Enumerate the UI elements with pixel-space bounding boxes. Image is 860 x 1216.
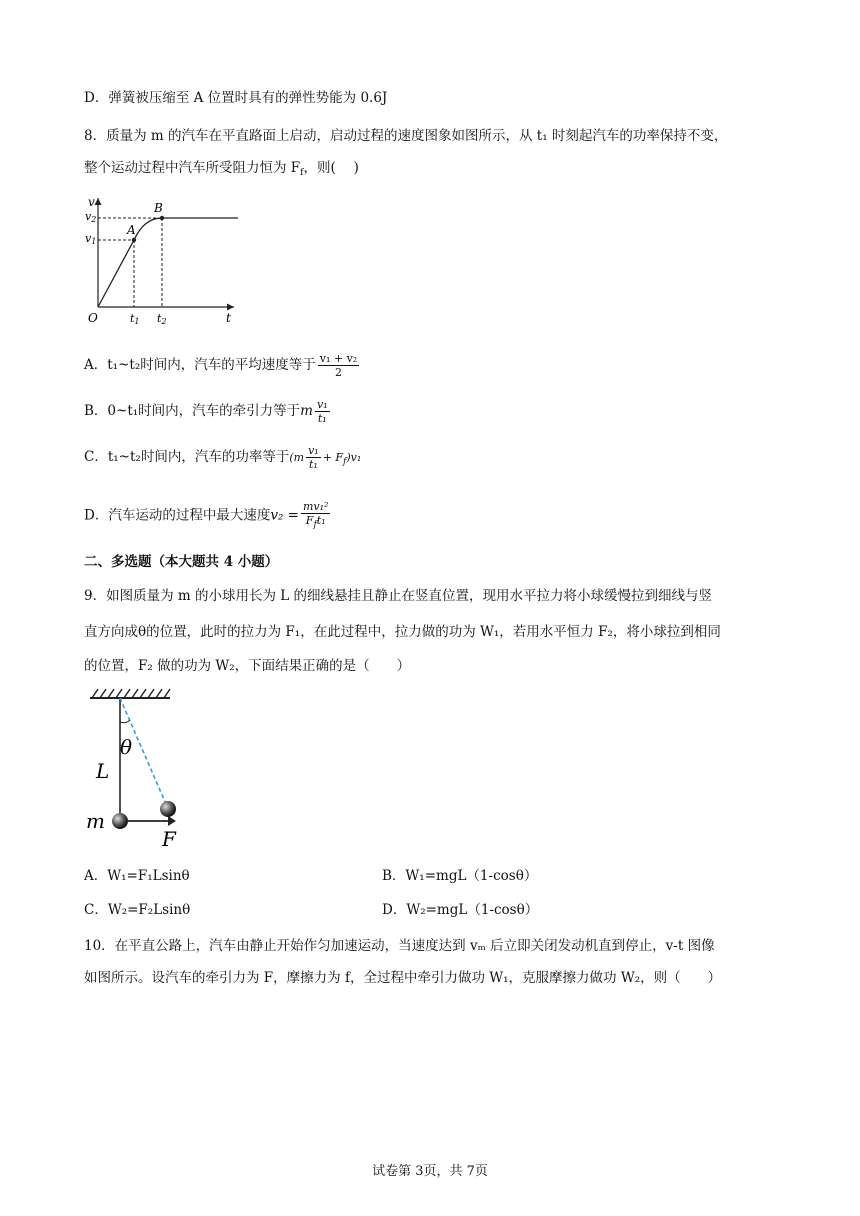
q9-option-a: A．W₁=F₁Lsinθ <box>84 868 190 884</box>
q8-option-c: C．t₁~t₂时间内，汽车的功率等于(m $\frac{\text{v₁}}{\text{t₁}}$ + $F_f)v_1$ <box>84 444 362 471</box>
q10-stem-line2: 如图所示。设汽车的牵引力为 F，摩擦力为 f，全过程中牵引力做功 W₁，克服摩擦力做功 W₂，则（ ） <box>84 970 722 986</box>
q8-stem-line2: 整个运动过程中汽车所受阻力恒为 $F_f$，则( ) <box>84 160 359 178</box>
label-b: B <box>154 201 163 215</box>
ball-displaced <box>160 801 176 817</box>
angle-arc <box>120 720 130 723</box>
q9-option-b: B．W₁=mgL（1-cosθ） <box>382 868 538 884</box>
page-footer: 试卷第 3页，共 7页 <box>372 1164 488 1179</box>
svg-text:t1: t1 <box>130 312 140 326</box>
q8-option-b: B．0~t₁时间内，汽车的牵引力等于m $\frac{\text{v₁}}{\text{t₁}}$ <box>84 398 328 425</box>
ceiling-hatch <box>92 689 170 698</box>
curve-segment <box>134 218 162 240</box>
q8-stem-line1: 8．质量为 m 的汽车在平直路面上启动，启动过程的速度图象如图所示，从 t₁ 时刻起汽车的功率保持不变， <box>84 128 728 144</box>
label-l: L <box>96 759 110 783</box>
q9-option-c: C．W₂=F₂Lsinθ <box>84 902 191 918</box>
point-b <box>160 216 164 220</box>
q10-stem-line1: 10．在平直公路上，汽车由静止开始作匀加速运动，当速度达到 vₘ 后立即关闭发动机直到停止，v-t 图像 <box>84 938 715 954</box>
q9-stem-line2: 直方向成θ的位置，此时的拉力为 F₁，在此过程中，拉力做的功为 W₁，若用水平恒力 F₂，将小球拉到相同 <box>84 624 721 640</box>
svg-text:v1: v1 <box>85 232 97 246</box>
q8-option-d: D．汽车运动的过程中最大速度v₂ = $\frac{\text{mv₁²}}{F_ft_1}$ <box>84 500 329 530</box>
q9-stem-line3: 的位置，F₂ 做的功为 W₂，下面结果正确的是（ ） <box>84 658 411 674</box>
label-t: t <box>226 311 231 325</box>
q7-option-d: D．弹簧被压缩至 A 位置时具有的弹性势能为 0.6J <box>84 90 388 106</box>
label-v: v <box>88 195 95 209</box>
label-o: O <box>88 311 98 325</box>
ball-rest <box>112 813 128 829</box>
svg-text:t2: t2 <box>157 312 167 326</box>
q9-stem-line1: 9．如图质量为 m 的小球用长为 L 的细线悬挂且静止在竖直位置，现用水平拉力将小球缓慢拉到细线与竖 <box>84 588 713 604</box>
label-a: A <box>127 223 136 237</box>
q9-pendulum-figure <box>84 686 204 852</box>
svg-text:v2: v2 <box>85 210 97 224</box>
q8-vt-graph <box>84 192 254 332</box>
label-theta: θ <box>120 735 133 759</box>
accel-segment <box>98 240 134 307</box>
point-a <box>132 238 136 242</box>
section-title: 二、多选题（本大题共 4 小题） <box>84 554 279 570</box>
label-m: m <box>86 809 105 833</box>
q8-option-a: A．t₁~t₂时间内，汽车的平均速度等于 $\frac{\text{v₁ + v₂}}{2}$ <box>84 352 358 379</box>
label-f: F <box>162 827 176 851</box>
q9-option-d: D．W₂=mgL（1-cosθ） <box>382 902 539 918</box>
